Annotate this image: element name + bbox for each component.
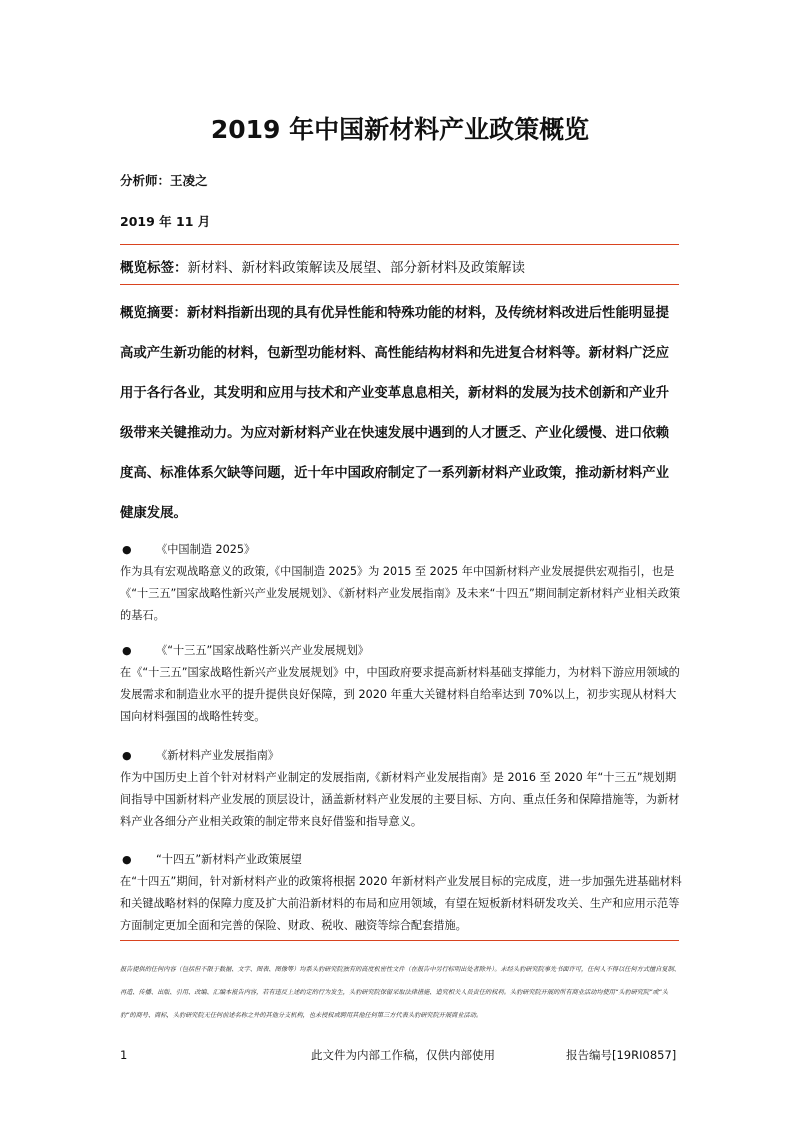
section-heading-text: 《“十三五”国家战略性新兴产业发展规划》 bbox=[156, 644, 369, 657]
legal-disclaimer: 报告提供的任何内容（包括但不限于数据、文字、图表、图像等）均系头豹研究院独有的高度机密性文件（在报告中另行标明出处者除外）。未经头豹研究院事先书面许可，任何人不得以任何方式擅自复制、再造、传播、出版、引用、改编、汇编本报告内容，若有违反上述约定的行为发生，头豹研究院保留采取法律措施、追究相关人员责任的权利。头豹研究院开展的所有商业活动均使用“头豹研究院”或“头豹”的商号、商标，头豹研究院无任何前述名称之外的其他分支机构，也未授权或聘用其他任何第三方代表头豹研究院开展商业活动。 bbox=[120, 966, 680, 1019]
section-body: 在“十四五”期间，针对新材料产业的政策将根据 2020 年新材料产业发展目标的完成度，进一步加强先进基础材料和关键战略材料的保障力度及扩大前沿新材料的布局和应用领域，有望在短板新材料研发攻关、生产和应用示范等方面制定更加全面和完善的保险、财政、税收、融资等综合配套措施。 bbox=[120, 875, 682, 932]
analyst-line: 分析师：王凌之 bbox=[120, 173, 208, 188]
section-new-materials-guide bbox=[120, 745, 682, 833]
report-date: 2019 年 11 月 bbox=[120, 214, 211, 229]
tags-label: 概览标签 bbox=[120, 260, 174, 276]
bullet-icon: ● bbox=[122, 749, 132, 762]
section-heading bbox=[120, 539, 682, 561]
summary-paragraph: 概览摘要：新材料指新出现的具有优异性能和特殊功能的材料，及传统材料改进后性能明显提高或产生新功能的材料，包新型功能材料、高性能结构材料和先进复合材料等。新材料广泛应用于各行各业，其发明和应用与技术和产业变革息息相关，新材料的发展为技术创新和产业升级带来关键推动力。为应对新材料产业在快速发展中遇到的人才匮乏、产业化缓慢、进口依赖度高、标准体系欠缺等问题，近十年中国政府制定了一系列新材料产业政策，推动新材料产业健康发展。 bbox=[120, 306, 670, 521]
section-heading-text: 《新材料产业发展指南》 bbox=[156, 749, 280, 762]
internal-notice: 此文件为内部工作稿，仅供内部使用 bbox=[311, 1048, 495, 1062]
section-heading bbox=[120, 640, 682, 662]
section-heading bbox=[120, 745, 682, 767]
report-number: 报告编号[19RI0857] bbox=[566, 1048, 677, 1062]
bullet-icon: ● bbox=[122, 853, 132, 866]
section-13th-five-year-plan bbox=[120, 640, 682, 728]
tags-colon: ： bbox=[174, 260, 188, 276]
section-heading bbox=[120, 849, 682, 871]
page-number: 1 bbox=[120, 1048, 128, 1062]
section-heading-text: 《中国制造 2025》 bbox=[156, 543, 256, 556]
bullet-icon: ● bbox=[122, 644, 132, 657]
divider-tags bbox=[120, 284, 679, 285]
section-body: 作为中国历史上首个针对材料产业制定的发展指南,《新材料产业发展指南》是 2016 至 2020 年“十三五”规划期间指导中国新材料产业发展的顶层设计，涵盖新材料产业发展的主要目标、方向、重点任务和保障措施等，为新材料产业各细分产业相关政策的制定带来良好借鉴和指导意义。 bbox=[120, 771, 680, 828]
section-heading-text: “十四五”新材料产业政策展望 bbox=[156, 853, 302, 866]
tags-value: 新材料、新材料政策解读及展望、部分新材料及政策解读 bbox=[187, 260, 525, 276]
divider-bottom bbox=[120, 940, 679, 941]
bullet-icon: ● bbox=[122, 543, 132, 556]
section-14th-five-year-outlook bbox=[120, 849, 682, 937]
report-title: 2019 年中国新材料产业政策概览 bbox=[210, 115, 590, 144]
section-made-in-china-2025 bbox=[120, 539, 682, 627]
tags-line bbox=[120, 258, 525, 278]
divider-top bbox=[120, 244, 679, 245]
section-body: 在《“十三五”国家战略性新兴产业发展规划》中，中国政府要求提高新材料基础支撑能力，为材料下游应用领域的发展需求和制造业水平的提升提供良好保障，到 2020 年重大关键材料自给率达到 70%以上，初步实现从材料大国向材料强国的战略性转变。 bbox=[120, 666, 680, 723]
section-body: 作为具有宏观战略意义的政策,《中国制造 2025》为 2015 至 2025 年中国新材料产业发展提供宏观指引，也是《“十三五”国家战略性新兴产业发展规划》、《新材料产业发展指南》及未来“十四五”期间制定新材料产业相关政策的基石。 bbox=[120, 565, 681, 622]
